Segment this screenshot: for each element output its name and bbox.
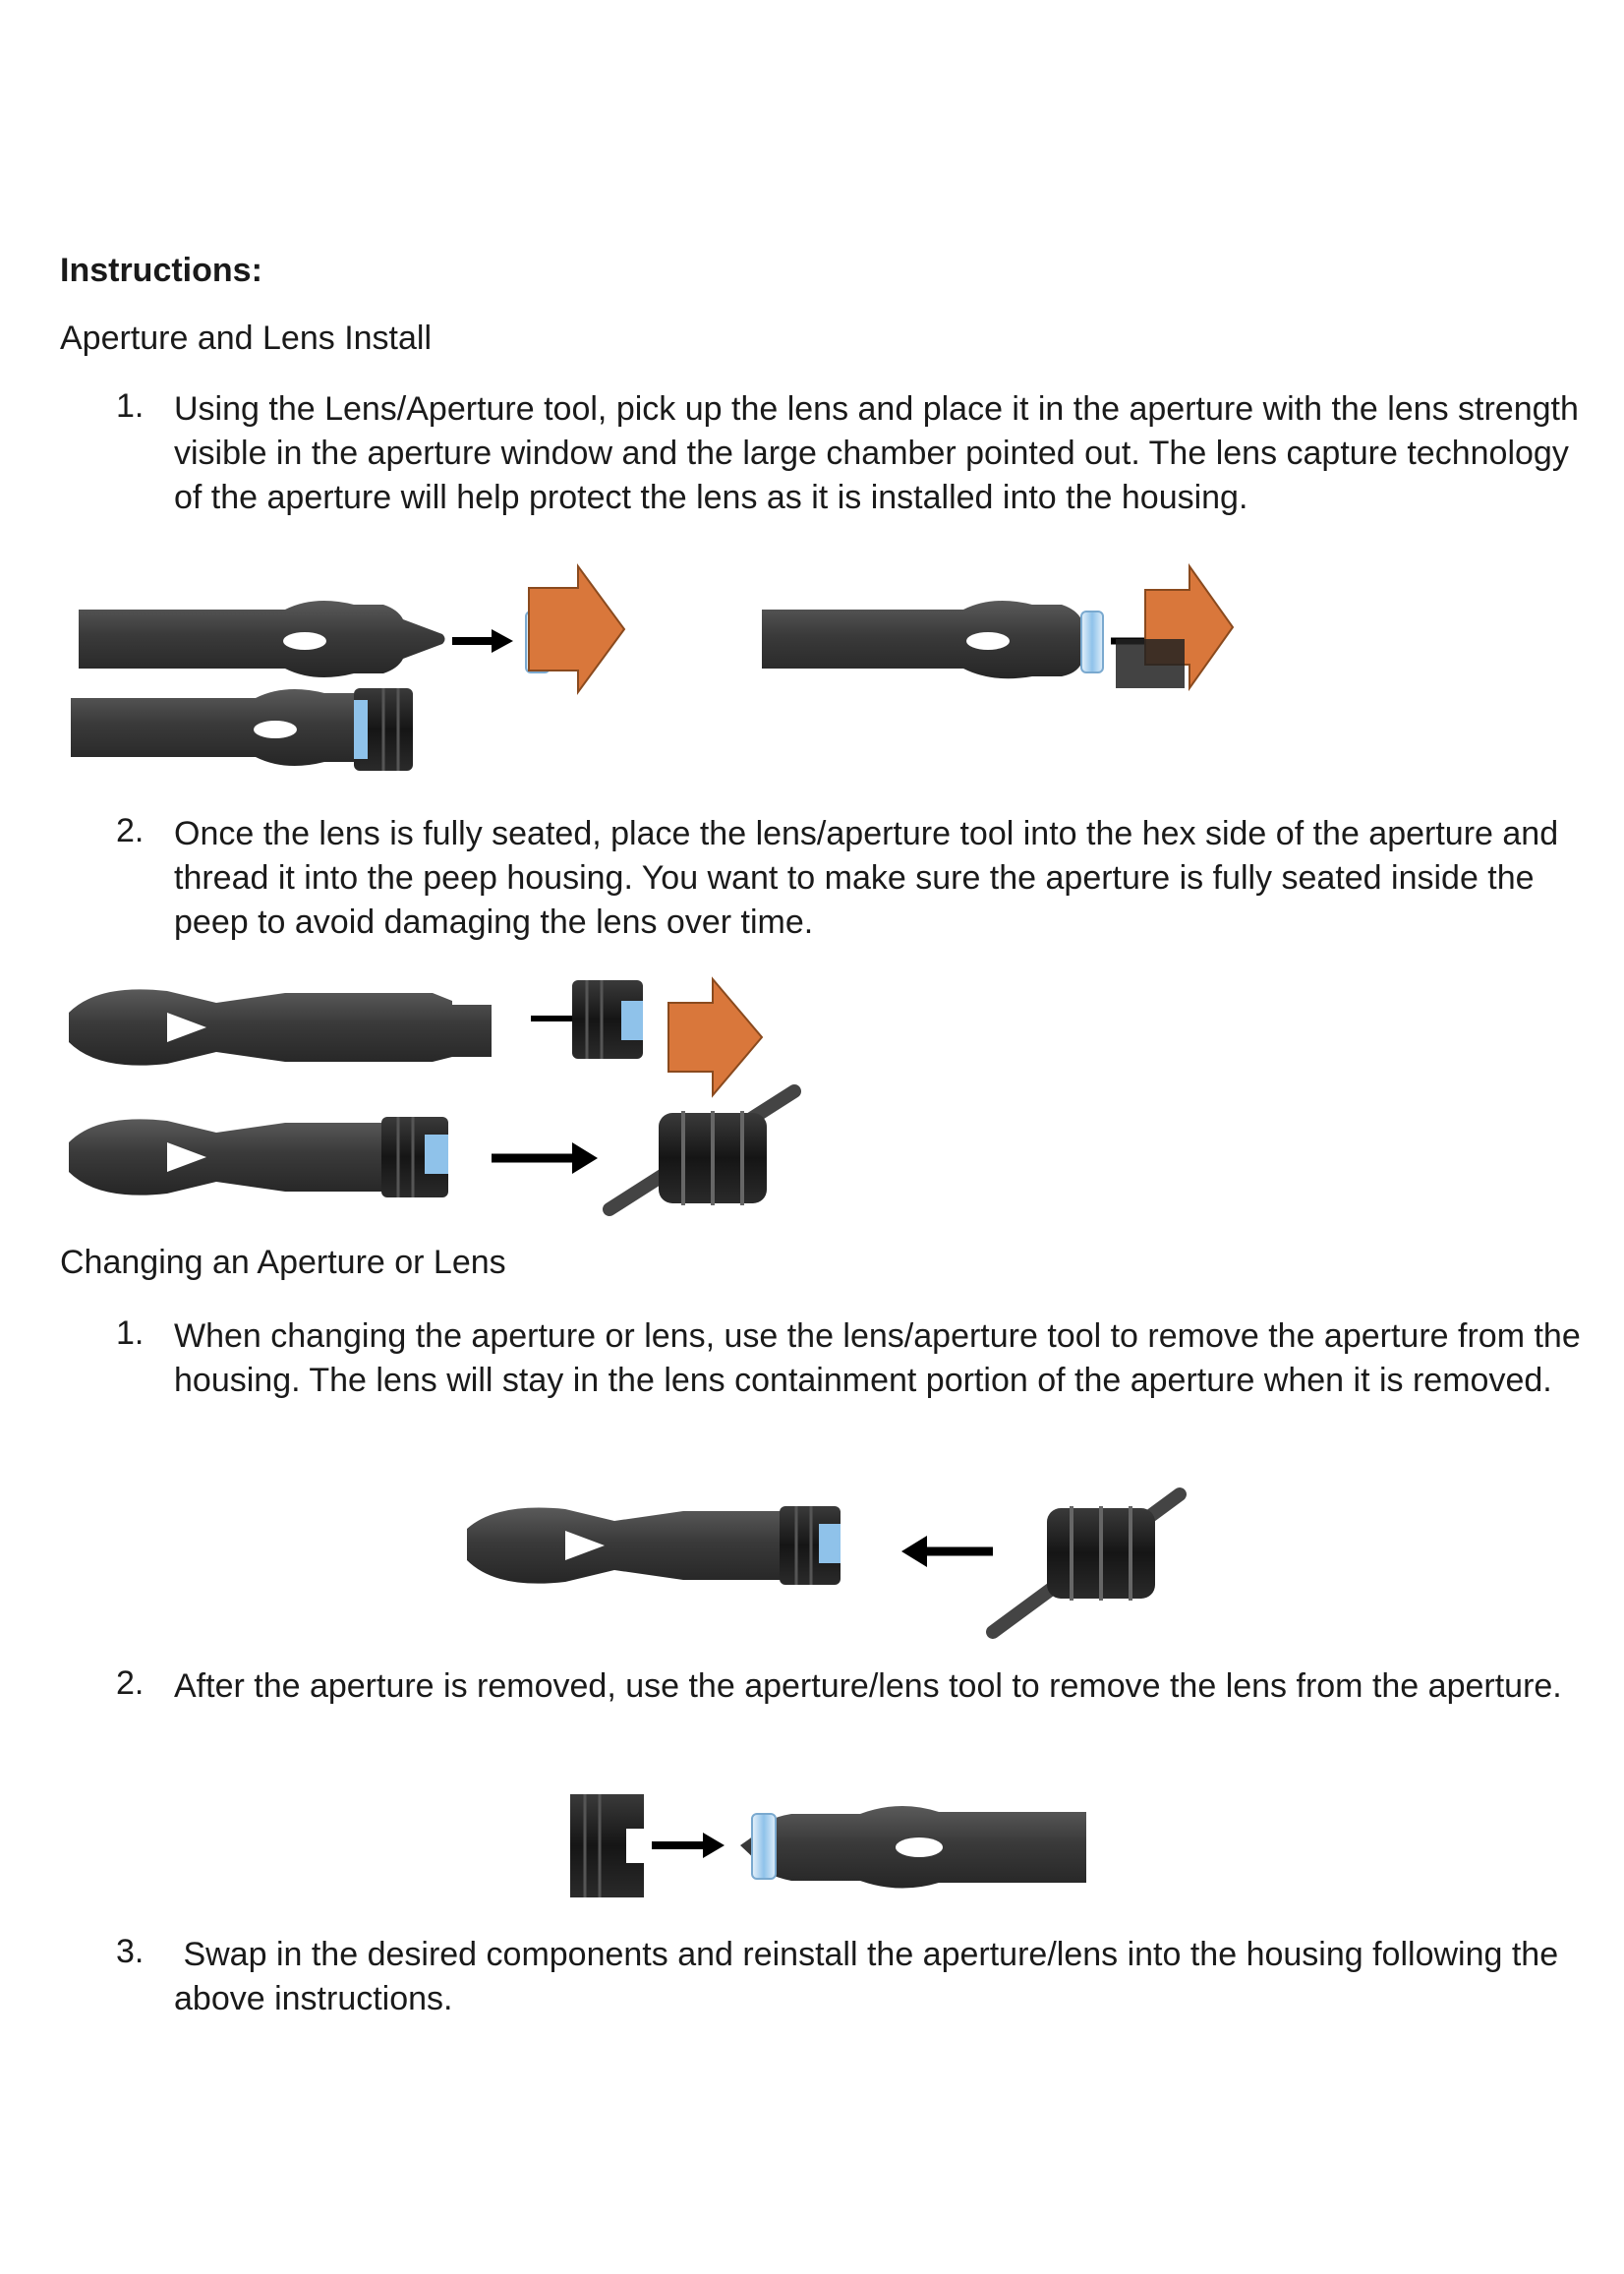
arrow-right-icon (452, 629, 513, 653)
tool-with-aperture (69, 1117, 448, 1197)
section-heading-install: Aperture and Lens Install (60, 320, 433, 357)
remove-lens-illustration (565, 1784, 1096, 1912)
lens-aperture-tool (79, 601, 445, 677)
orange-arrow-icon (668, 979, 762, 1095)
step-text: Using the Lens/Aperture tool, pick up the lens and place it in the aperture with the lens strength visible in the aperture window and the large chamber pointed out. The lens capture technology of the aperture will help protect the lens as it is installed into the housing. (174, 390, 1579, 516)
aperture-icon (570, 1794, 644, 1897)
step-number: 2. (116, 1664, 145, 1702)
step-number: 1. (116, 1314, 145, 1352)
peep-housing-icon (993, 1494, 1180, 1632)
step-text: Swap in the desired components and reinstall the aperture/lens into the housing following the above instructions. (174, 1936, 1568, 2017)
step-text: After the aperture is removed, use the aperture/lens tool to remove the lens from the aperture. (174, 1667, 1562, 1705)
lens-aperture-tool (762, 601, 1103, 678)
aperture-icon (572, 980, 643, 1059)
lens-aperture-tool (740, 1806, 1086, 1889)
tool-with-aperture (71, 688, 413, 771)
orange-arrow-icon (1116, 566, 1233, 688)
step-number: 1. (116, 387, 145, 425)
remove-aperture-illustration (457, 1485, 1204, 1642)
thread-aperture-illustration (59, 963, 806, 1229)
lens-aperture-tool (69, 989, 492, 1065)
document-title: Instructions: (60, 252, 262, 289)
peep-housing-icon (609, 1091, 794, 1209)
step-text: When changing the aperture or lens, use the lens/aperture tool to remove the aperture from the housing. The lens will stay in the lens containment portion of the aperture when it is removed. (174, 1317, 1581, 1399)
step-number: 3. (116, 1933, 145, 1970)
tool-with-aperture (467, 1506, 841, 1585)
install-lens-illustration (59, 551, 1219, 787)
arrow-left-icon (901, 1536, 993, 1567)
step-number: 2. (116, 812, 145, 849)
step-text: Once the lens is fully seated, place the lens/aperture tool into the hex side of the aperture and thread it into the peep housing. You want to make sure the aperture is fully seated inside the peep to avoid damaging the lens over time. (174, 815, 1559, 941)
section-heading-changing: Changing an Aperture or Lens (60, 1244, 506, 1281)
arrow-right-icon (492, 1142, 598, 1174)
arrow-right-icon (652, 1833, 725, 1858)
